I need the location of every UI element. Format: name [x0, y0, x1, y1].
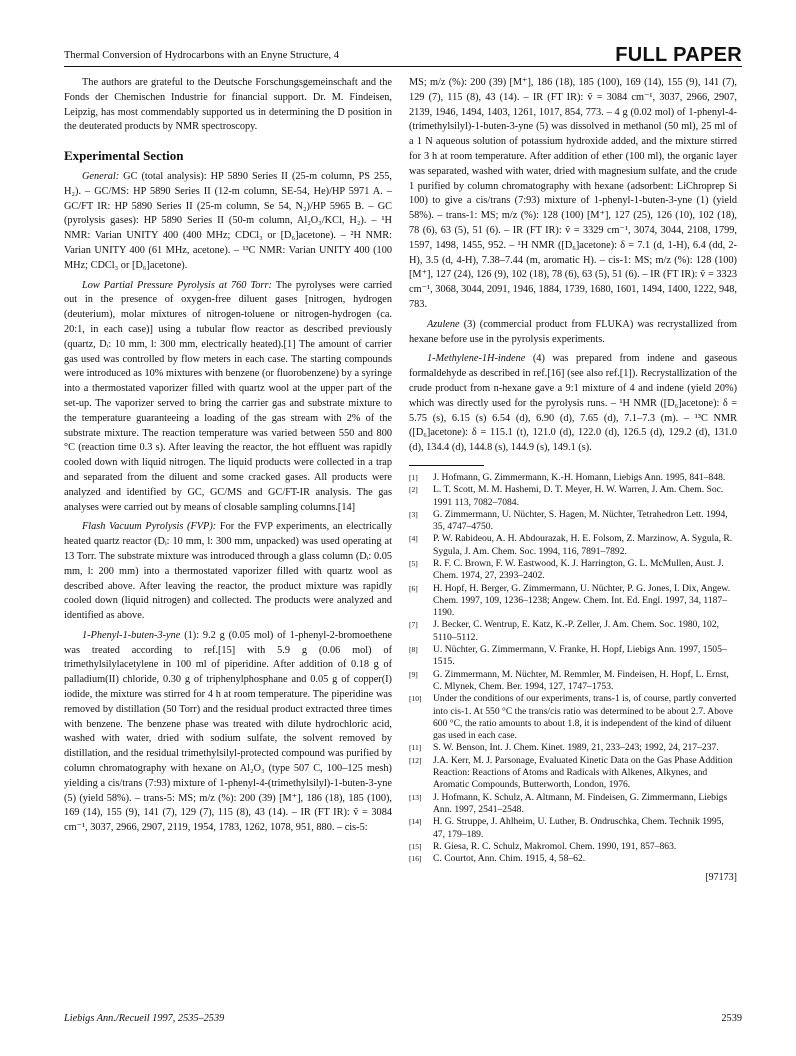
azulene-paragraph — [409, 318, 737, 348]
header-rule — [64, 66, 742, 67]
document-id: [97173] — [705, 872, 737, 884]
reference-number: [6] — [409, 583, 418, 593]
reference-item — [409, 558, 737, 583]
section-label: FULL PAPER — [615, 44, 742, 66]
reference-item — [409, 693, 737, 742]
reference-item — [409, 484, 737, 509]
azulene-label: Azulene — [427, 318, 460, 330]
reference-text: R. F. C. Brown, F. W. Eastwood, K. J. Harrington, G. L. McMullen, Aust. J. Chem. 1974, 27, 2393–2402. — [433, 558, 724, 582]
reference-number: [7] — [409, 620, 418, 630]
fvp-text: For the FVP experiments, an electrically heated quartz reactor (Dᵢ: 10 mm, l: 300 mm, unpacked) was used operating at 13 Torr. The substrate mixture was introduced through a glass column (Dᵢ: 0.05 mm, l: 200 mm) into a thermostated vaporizer filled with quartz wool as described above. After leaving the reactor, the product mixture was rapidly cooled down (liquid nitrogen) and collected. The products were analyzed and identified as above. — [64, 521, 392, 622]
reference-text: R. Giesa, R. C. Schulz, Makromol. Chem. 1990, 191, 857–863. — [433, 840, 677, 852]
azulene-text: (3) (commercial product from FLUKA) was recrystallized from hexane before use in the pyrolysis experiments. — [409, 318, 737, 345]
reference-number: [8] — [409, 645, 418, 655]
reference-number: [4] — [409, 534, 418, 544]
reference-item — [409, 644, 737, 669]
reference-number: [11] — [409, 743, 422, 753]
running-header — [64, 44, 742, 66]
reference-item — [409, 853, 737, 865]
fvp-label: Flash Vacuum Pyrolysis (FVP): — [82, 521, 217, 533]
reference-item — [409, 472, 737, 484]
reference-number: [16] — [409, 854, 422, 864]
reference-item — [409, 816, 737, 841]
reference-text: J.A. Kerr, M. J. Parsonage, Evaluated Kinetic Data on the Gas Phase Addition Reaction: Reactions of Atoms and Radicals with Alkenes, Alkynes, and Aromatic Compounds, Butterworth, London, 1976. — [433, 754, 733, 791]
reference-item — [409, 533, 737, 558]
reference-item — [409, 742, 737, 754]
reference-item — [409, 509, 737, 534]
reference-number: [9] — [409, 669, 418, 679]
reference-number: [12] — [409, 755, 422, 765]
reference-number: [1] — [409, 472, 418, 482]
low-pressure-label: Low Partial Pressure Pyrolysis at 760 Torr: — [82, 279, 272, 291]
low-pressure-paragraph — [64, 279, 392, 516]
reference-number: [14] — [409, 817, 422, 827]
reference-text: J. Becker, C. Wentrup, E. Katz, K.-P. Zeller, J. Am. Chem. Soc. 1980, 102, 5110–5112. — [433, 619, 720, 643]
reference-number: [15] — [409, 841, 422, 851]
reference-text: U. Nüchter, G. Zimmermann, V. Franke, H. Hopf, Liebigs Ann. 1997, 1505–1515. — [433, 644, 727, 668]
reference-item — [409, 792, 737, 817]
phenylbutenyne-text: (1): 9.2 g (0.05 mol) of 1-phenyl-2-bromoethene was treated according to ref.[15] with 5.9 g (0.06 mol) of trimethylsilylacetylene in 100 ml of piperidine. After addition of 0.18 g of palladium(II) chloride, 0.30 g of triphenylphosphane and 0.05 g of copper(I) iodide, the mixture was stirred for 4 h at room temperature. The piperidine was removed by distillation (50 Torr) and the residual product extracted three times with benzene. The benzene phase was treated with dilute hydrochloric acid, washed with water, dried with sodium sulfate, the solvent removed by distillation, and the residual trimethylsilyl-protected compound was purified by column chromatography with hexane on Al₂O₃ (type 507 C, 100–125 mesh) yielding a cis/trans (7:93) mixture of 1-phenyl-4-(trimethylsilyl)-1-buten-3-yne (5) (yield 58%). – trans-5: MS; m/z (%): 200 (39) [M⁺], 186 (18), 185 (100), 169 (14), 155 (9), 141 (7), 129 (7), 115 (8), 43 (14). – IR (FT IR): ṽ = 3084 cm⁻¹, 3037, 2966, 2907, 2119, 1954, 1783, 1262, 1078, 951, 880. – cis-5: — [64, 629, 392, 834]
right-column — [409, 76, 737, 886]
reference-item — [409, 841, 737, 853]
reference-number: [13] — [409, 792, 422, 802]
reference-text: C. Courtot, Ann. Chim. 1915, 4, 58–62. — [433, 853, 586, 865]
general-label: General: — [82, 170, 120, 182]
phenylbutenyne-label: 1-Phenyl-1-buten-3-yne — [82, 629, 181, 641]
reference-text: Under the conditions of our experiments, trans-1 is, of course, partly converted into cis-1. At 550 °C the trans/cis ratio was determined to be about 2.7. Above 600 °C, the ratio amounts to about 1.8, it is independent of the kind of diluent gas used in each case. — [433, 693, 737, 742]
journal-citation: Liebigs Ann./Recueil 1997, 2535–2539 — [64, 1013, 225, 1024]
acknowledgement: The authors are grateful to the Deutsche Forschungsgemeinschaft and the Fonds der Chemischen Industrie for financial support. Dr. M. Findeisen, Leipzig, has most commendably supported us in determining the D position in the deuterated products by NMR spectroscopy. — [64, 77, 392, 133]
reference-item — [409, 755, 737, 792]
methyleneindene-paragraph — [409, 352, 737, 456]
reference-text: L. T. Scott, M. M. Hashemi, D. T. Meyer, H. W. Warren, J. Am. Chem. Soc. 1991 113, 7082–7084. — [433, 484, 724, 508]
reference-number: [10] — [409, 694, 422, 704]
reference-item — [409, 583, 737, 620]
fvp-paragraph — [64, 520, 392, 624]
reference-item — [409, 619, 737, 644]
running-title: Thermal Conversion of Hydrocarbons with an Enyne Structure, 4 — [64, 50, 339, 61]
reference-number: [3] — [409, 509, 418, 519]
reference-text: P. W. Rabideou, A. H. Abdourazak, H. E. Folsom, Z. Marzinow, A. Sygula, R. Sygula, J. Am. Chem. Soc. 1994, 116, 7891–7892. — [433, 533, 733, 557]
phenylbutenyne-paragraph — [64, 629, 392, 836]
left-column — [64, 76, 392, 841]
general-paragraph — [64, 170, 392, 274]
reference-text: H. G. Struppe, J. Ahlheim, U. Luther, B. Ondruschka, Chem. Technik 1995, 47, 179–189. — [433, 816, 724, 840]
page-number: 2539 — [721, 1013, 742, 1024]
reference-text: J. Hofmann, G. Zimmermann, K.-H. Homann, Liebigs Ann. 1995, 841–848. — [433, 471, 726, 483]
methyleneindene-text: (4) was prepared from indene and gaseous formaldehyde as described in ref.[16] (see also ref.[1]). Recrystallization of the crude product from n-hexane gave a 9:1 mixture of 4 and indene (yield 20%) which was directly used for the pyrolysis runs. – ¹H NMR ([D₆]acetone): δ = 5.75 (s), 6.15 (s) 6.54 (d), 6.90 (d), 7.65 (d), 7.1–7.3 (m). – ¹³C NMR ([D₆]acetone): δ = 115.1 (t), 121.0 (d), 122.0 (d), 126.5 (d), 129.2 (d), 131.0 (d), 134.4 (d), 144.8 (s), 144.9 (s), 149.1 (s). — [409, 353, 737, 454]
general-text: GC (total analysis): HP 5890 Series II (25-m column, PS 255, H₂). – GC/MS: HP 5890 Series II (12-m column, SE-54, He)/HP 5971 A. – GC/FT IR: HP 5890 Series II (25-m column, Se 54, N₂)/HP 5965 B. – GC (pyrolysis gases): HP 5890 Series II (50-m column, Al₂O₃/KCl, H₂). – ¹H NMR: Varian UNITY 400 (400 MHz; CDCl₃ or [D₆]acetone). – ²H NMR: Varian UNITY 400 (61 MHz, acetone). – ¹³C NMR: Varian UNITY 400 (100 MHz; CDCl₃ or [D₆]acetone). — [64, 170, 392, 271]
reference-text: S. W. Benson, Int. J. Chem. Kinet. 1989, 21, 233–243; 1992, 24, 217–237. — [433, 742, 719, 754]
experimental-heading: Experimental Section — [64, 148, 184, 164]
reference-item — [409, 669, 737, 694]
footnote-rule — [409, 465, 484, 466]
reference-text: J. Hofmann, K. Schulz, A. Altmann, M. Findeisen, G. Zimmermann, Liebigs Ann. 1997, 2541–2548. — [433, 791, 728, 815]
reference-text: H. Hopf, H. Berger, G. Zimmermann, U. Nüchter, P. G. Jones, I. Dix, Angew. Chem. 1997, 109, 1236–1238; Angew. Chem. Int. Ed. Engl. 1997, 34, 1187–1190. — [433, 582, 731, 619]
reference-list — [409, 472, 737, 866]
methyleneindene-label: 1-Methylene-1H-indene — [427, 353, 526, 365]
low-pressure-text: The pyrolyses were carried out in the presence of oxygen-free diluent gases [nitrogen, hydrogen (deuterium), molar mixtures of nitrogen-toluene or nitrogen-hydrogen (ca. 20:1, in each case)] using a tubular flow reactor as described previously (quartz, Dᵢ: 10 mm, l: 300 mm, electrically heated).[1] The amount of carrier gas used was controlled by flow meters in each case. The starting compounds were introduced as 10% mixtures with benzene (or fluorobenzene) by a syringe into a thermostated vaporizer filled with quartz wool at the upper part of the set-up. The vaporizer served to bring the carrier gas and substrate mixture to the temperature guaranteeing a loading of the gas stream with 2% of the substrate mixture. The reaction temperature was varied between 550 and 800 °C (reaction time 0.3 s). After leaving the reactor, the hot effluent was rapidly cooled down with liquid nitrogen. The liquid products were collected in a trap and separated from the diluent and some cracked gases. All products were analyzed and identified by GC, GC/MS and GC/FT-IR analysis. The gas analyses were carried out by means of closable sampling columns.[14] — [64, 279, 392, 513]
reference-number: [2] — [409, 485, 418, 495]
reference-number: [5] — [409, 559, 418, 568]
reference-text: G. Zimmermann, M. Nüchter, M. Remmler, M. Findeisen, H. Hopf, L. Ernst, C. Mlynek, Chem. Ber. 1994, 127, 1747–1753. — [433, 668, 729, 692]
reference-text: G. Zimmermann, U. Nüchter, S. Hagen, M. Nüchter, Tetrahedron Lett. 1994, 35, 4747–4750. — [433, 508, 728, 533]
continuation-paragraph: MS; m/z (%): 200 (39) [M⁺], 186 (18), 185 (100), 169 (14), 155 (9), 141 (7), 129 (7), 115 (8), 43 (14). – IR (FT IR): ṽ = 3084 cm⁻¹, 3037, 2966, 2907, 2139, 1946, 1494, 1403, 1261, 1017, 854, 773. – 4 g (0.02 mol) of 1-phenyl-4-(trimethylsilyl)-1-buten-3-yne (5) was dissolved in methanol (50 ml), 25 ml of a 1 N aqueous solution of potassium hydroxide added, and the mixture stirred for 3 h at room temperature. After addition of ether (100 ml), the organic layer was separated, washed with water, dried with magnesium sulfate, and the crude 1 purified by column chromatography with hexane (adsorbent: LiChroprep Si 100) to give a cis/trans (7:93) mixture of 1-phenyl-1-buten-3-yne (1) (yield 58%). – trans-1: MS; m/z (%): 128 (100) [M⁺], 127 (25), 126 (10), 102 (18), 78 (6), 63 (5), 51 (6). – IR (FT IR): ṽ = 3329 cm⁻¹, 3074, 3044, 2108, 1799, 1597, 1498, 1455, 952. – ¹H NMR ([D₆]acetone): δ = 7.1 (d, 1-H), 6.4 (dd, 2-H), 3.5 (d, 4-H), 7.38–7.44 (m, aromatic H). – cis-1: MS; m/z (%): 128 (100) [M⁺], 127 (24), 126 (9), 102 (18), 78 (6), 63 (5), 51 (6). – IR (FT IR): ṽ = 3323 cm⁻¹, 3068, 3044, 2091, 1946, 1884, 1739, 1680, 1601, 1494, 1400, 1222, 948, 783. — [409, 77, 737, 310]
